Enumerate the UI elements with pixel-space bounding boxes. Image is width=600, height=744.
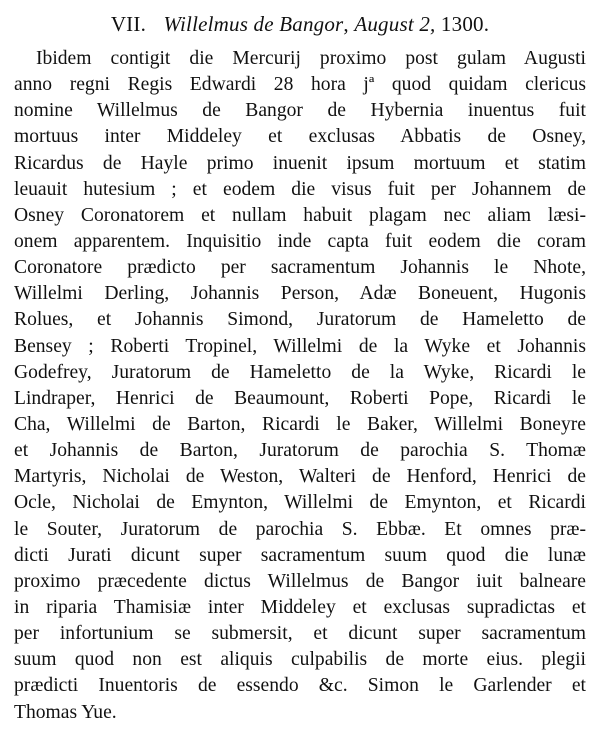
text-line: le Souter, Juratorum de parochia S. Ebbæ. Et omnes præ-: [14, 518, 586, 540]
text-line: Martyris, Nicholai de Weston, Walteri de Henford, Henrici de: [14, 466, 586, 488]
text-line: Lindraper, Henrici de Beaumount, Roberti Pope, Ricardi le: [14, 387, 586, 409]
text-line: onem apparentem. Inquisitio inde capta fuit eodem die coram: [14, 230, 586, 252]
section-heading: [14, 10, 586, 38]
text-line: Rolues, et Johannis Simond, Juratorum de Hameletto de: [14, 309, 586, 331]
text-line: nomine Willelmus de Bangor de Hybernia inuentus fuit: [14, 100, 586, 122]
text-line: proximo præcedente dictus Willelmus de Bangor iuit balneare: [14, 570, 586, 592]
section-date: August 2,: [354, 12, 436, 36]
text-line: Godefrey, Juratorum de Hameletto de la Wyke, Ricardi le: [14, 361, 586, 383]
text-line: Cha, Willelmi de Barton, Ricardi le Baker, Willelmi Boneyre: [14, 413, 586, 435]
section-year: 1300.: [440, 12, 490, 36]
text-line: leuauit hutesium ; et eodem die visus fuit per Johannem de: [14, 178, 586, 200]
text-line: Coronatore prædicto per sacramentum Johannis le Nhote,: [14, 257, 586, 279]
text-line: et Johannis de Barton, Juratorum de parochia S. Thomæ: [14, 440, 586, 462]
body-paragraph: [14, 46, 586, 726]
heading-separator: ,: [343, 12, 349, 36]
text-line: mortuus inter Middeley et exclusas Abbatis de Osney,: [14, 126, 586, 148]
section-numeral: VII.: [110, 12, 147, 36]
text-line: Osney Coronatorem et nullam habuit plagam nec aliam læsi-: [14, 204, 586, 226]
text-line: Thomas Yue.: [14, 701, 117, 723]
section-title: Willelmus de Bangor: [163, 12, 344, 36]
text-line: in riparia Thamisiæ inter Middeley et exclusas supradictas et: [14, 596, 586, 618]
text-line: per infortunium se submersit, et dicunt super sacramentum: [14, 623, 586, 645]
text-line: Ricardus de Hayle primo inuenit ipsum mortuum et statim: [14, 152, 586, 174]
text-line: Ocle, Nicholai de Emynton, Willelmi de Emynton, et Ricardi: [14, 492, 586, 514]
text-line: prædicti Inuentoris de essendo &c. Simon le Garlender et: [14, 675, 586, 697]
text-line: suum quod non est aliquis culpabilis de morte eius. plegii: [14, 649, 586, 671]
text-line: dicti Jurati dicunt super sacramentum suum quod die lunæ: [14, 544, 586, 566]
text-line: Ibidem contigit die Mercurij proximo post gulam Augusti: [36, 48, 586, 69]
text-line: Willelmi Derling, Johannis Person, Adæ Boneuent, Hugonis: [14, 283, 586, 305]
text-line: anno regni Regis Edwardi 28 hora jª quod quidam clericus: [14, 74, 586, 96]
text-line: Bensey ; Roberti Tropinel, Willelmi de la Wyke et Johannis: [14, 335, 586, 357]
